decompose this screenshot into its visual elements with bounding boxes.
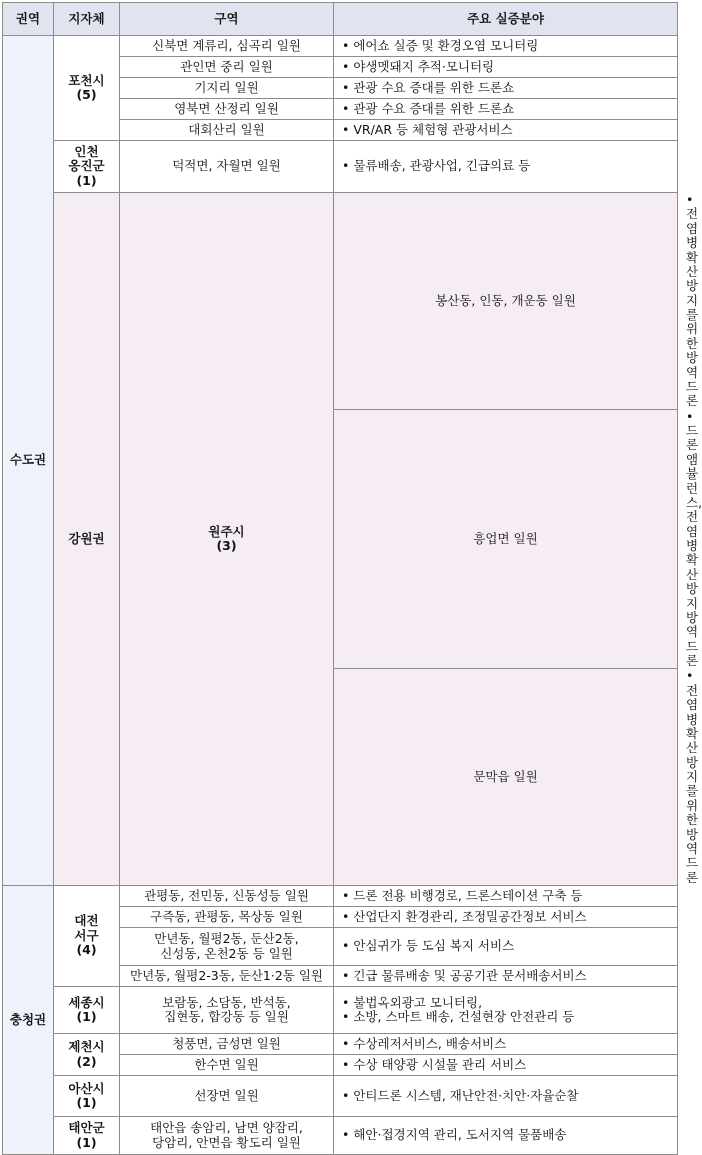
muni-name: 세종시 [68, 994, 105, 1010]
region-gangwon: 강원권 [54, 193, 120, 886]
muni-taean [54, 1117, 120, 1155]
field-cell: • 야생멧돼지 추적·모니터링 [334, 57, 678, 78]
region-chungcheong: 충청권 [3, 886, 54, 1155]
zone-line: 태안읍 송암리, 남면 양잠리, [150, 1120, 303, 1136]
muni-name: 제천시 [68, 1039, 105, 1055]
table-row [3, 1076, 678, 1117]
field-cell: • 관광 수요 증대를 위한 드론쇼 [334, 99, 678, 120]
zone-cell: 흥업면 일원 [334, 409, 678, 669]
zone-cell: 선장면 일원 [120, 1076, 334, 1117]
table-row: 강원권 원주시 (3) 봉산동, 인동, 개운동 일원 • 전염병 확산 방지를 위한 방역드론 [3, 193, 678, 410]
muni-name: 인천 [74, 143, 99, 159]
muni-name: 포천시 [68, 72, 105, 88]
region-sudogwon: 수도권 [3, 36, 54, 886]
muni-jecheon [54, 1034, 120, 1076]
field-line: • 소방, 스마트 배송, 건설현장 안전관리 등 [342, 1009, 575, 1024]
table-row [3, 987, 678, 1034]
table-row [3, 1117, 678, 1155]
muni-pocheon [54, 36, 120, 141]
zone-cell: 관평동, 전민동, 신동성등 일원 [120, 886, 334, 907]
muni-count: (3) [216, 538, 237, 553]
field-cell: • 안티드론 시스템, 재난안전·치안·자율순찰 [334, 1076, 678, 1117]
zone-cell: 만년동, 월평2-3동, 둔산1·2동 일원 [120, 966, 334, 987]
muni-wonju [120, 193, 334, 886]
table-row: 문막읍 일원 • 전염병 확산 방지를 위한 방역드론 [3, 669, 678, 886]
field-cell: • 드론 전용 비행경로, 드론스테이션 구축 등 [334, 886, 678, 907]
zone-line: 집현동, 합강동 등 일원 [164, 1009, 289, 1024]
table-row [3, 141, 678, 193]
muni-count: (1) [76, 1009, 97, 1024]
muni-count: (5) [76, 87, 97, 102]
muni-incheon [54, 141, 120, 193]
muni-name: 대전 [74, 913, 99, 929]
table-row: 흥업면 일원 • 드론앰뷸런스, 전염병 확산 방지 방역드론 [3, 409, 678, 669]
zone-line: 신성동, 온천2동 등 일원 [160, 945, 293, 961]
table-row [3, 886, 678, 907]
zone-cell: 청풍면, 금성면 일원 [120, 1034, 334, 1055]
muni-count: (4) [76, 942, 97, 958]
muni-name: 원주시 [208, 523, 245, 539]
field-cell: • 안심귀가 등 도심 복지 서비스 [334, 928, 678, 966]
field-cell: • 에어쇼 실증 및 환경오염 모니터링 [334, 36, 678, 57]
header-row [3, 3, 678, 36]
zone-cell: 한수면 일원 [120, 1055, 334, 1076]
muni-name-2: 옹진군 [68, 158, 105, 174]
header-field: 주요 실증분야 [334, 3, 678, 36]
field-cell: • 해안·접경지역 관리, 도서지역 물품배송 [334, 1117, 678, 1155]
table-row [3, 36, 678, 57]
muni-count: (1) [76, 1134, 97, 1150]
zone-cell: 신북면 계류리, 심곡리 일원 [120, 36, 334, 57]
zone-cell: 봉산동, 인동, 개운동 일원 [334, 193, 678, 410]
field-cell: • VR/AR 등 체험형 관광서비스 [334, 120, 678, 141]
field-cell: • 물류배송, 관광사업, 긴급의료 등 [334, 141, 678, 193]
muni-count: (1) [76, 172, 97, 188]
zone-cell: 영북면 산정리 일원 [120, 99, 334, 120]
zone-cell: 구즉동, 관평동, 목상동 일원 [120, 907, 334, 928]
zone-cell: 대회산리 일원 [120, 120, 334, 141]
muni-count: (2) [76, 1053, 97, 1069]
zone-cell: 덕적면, 자월면 일원 [120, 141, 334, 193]
zone-cell [120, 928, 334, 966]
muni-name: 태안군 [68, 1120, 105, 1136]
header-municipality: 지자체 [54, 3, 120, 36]
field-line: • 불법옥외광고 모니터링, [342, 994, 483, 1010]
field-cell [334, 987, 678, 1034]
field-cell: • 수상레저서비스, 배송서비스 [334, 1034, 678, 1055]
field-cell: • 산업단지 환경관리, 조정밀공간정보 서비스 [334, 907, 678, 928]
muni-name: 아산시 [68, 1080, 105, 1096]
header-zone: 구역 [120, 3, 334, 36]
drone-zone-table [2, 2, 702, 1155]
zone-cell [120, 987, 334, 1034]
zone-cell: 관인면 중리 일원 [120, 57, 334, 78]
zone-line: 보람동, 소담동, 반석동, [162, 994, 291, 1010]
muni-sejong [54, 987, 120, 1034]
zone-line: 만년동, 월평2동, 둔산2동, [154, 931, 299, 947]
muni-name-2: 서구 [74, 927, 99, 943]
table-row [3, 1034, 678, 1055]
muni-daejeon [54, 886, 120, 987]
field-cell: • 관광 수요 증대를 위한 드론쇼 [334, 78, 678, 99]
field-cell: • 수상 태양광 시설물 관리 서비스 [334, 1055, 678, 1076]
zone-cell: 기지리 일원 [120, 78, 334, 99]
zone-cell: 문막읍 일원 [334, 669, 678, 886]
header-region: 권역 [3, 3, 54, 36]
muni-count: (1) [76, 1095, 97, 1110]
field-cell: • 긴급 물류배송 및 공공기관 문서배송서비스 [334, 966, 678, 987]
zone-cell [120, 1117, 334, 1155]
muni-asan [54, 1076, 120, 1117]
zone-line: 당암리, 안면읍 황도리 일원 [152, 1134, 301, 1150]
